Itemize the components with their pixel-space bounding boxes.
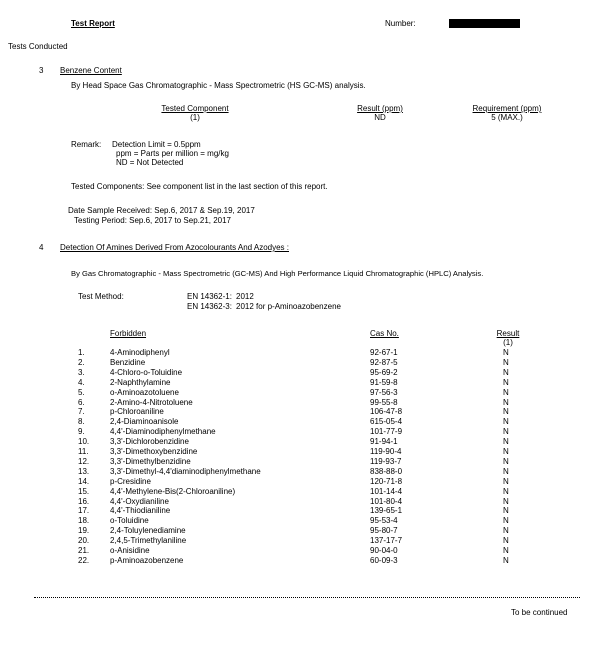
row-number: 5. — [78, 387, 85, 397]
result-value: N — [503, 348, 509, 357]
cas-number: 615-05-4 — [370, 417, 403, 427]
table-row — [0, 506, 600, 515]
row-number: 16. — [78, 496, 90, 506]
result-value: N — [503, 427, 509, 437]
table-row — [0, 477, 600, 486]
cas-number: 139-65-1 — [370, 506, 403, 516]
table-row — [0, 516, 600, 525]
section-4-number: 4 — [39, 243, 44, 252]
result-value: N — [503, 437, 509, 447]
row-number: 18. — [78, 516, 90, 526]
row-number: 8. — [78, 417, 85, 427]
cas-number: 119-90-4 — [370, 447, 402, 456]
result-value: N — [503, 447, 509, 456]
cas-header: Cas No. — [370, 329, 399, 338]
table-row — [0, 437, 600, 446]
tested-component-header: Tested Component — [161, 104, 229, 113]
tested-components-note: Tested Components: See component list in the last section of this report. — [71, 182, 328, 191]
table-row — [0, 536, 600, 545]
table-row — [0, 348, 600, 357]
result-value: N — [503, 367, 509, 377]
result-value: N — [503, 377, 509, 387]
tests-conducted-heading: Tests Conducted — [8, 42, 68, 51]
requirement-value: 5 (MAX.) — [491, 113, 523, 122]
table-row — [0, 447, 600, 456]
result-value: N — [503, 486, 509, 496]
row-number: 9. — [78, 427, 85, 437]
amine-name: 3,3'-Dimethyl-4,4'diaminodiphenylmethane — [110, 466, 261, 476]
cas-number: 101-80-4 — [370, 496, 403, 506]
amine-name: p-Cresidine — [110, 476, 151, 486]
result-value: N — [503, 407, 509, 417]
amine-name: o-Toluidine — [110, 516, 149, 526]
amine-name: o-Anisidine — [110, 546, 150, 555]
amine-name: 2,4-Toluylenediamine — [110, 526, 186, 536]
result-value: N — [503, 506, 509, 516]
cas-number: 97-56-3 — [370, 387, 398, 397]
amine-name: 2-Amino-4-Nitrotoluene — [110, 397, 193, 407]
result-value: N — [503, 397, 509, 407]
row-number: 17. — [78, 506, 90, 516]
test-method-1-text: 2012 — [236, 292, 254, 301]
amine-name: 2-Naphthylamine — [110, 377, 171, 387]
table-row — [0, 427, 600, 436]
section-4-method: By Gas Chromatographic - Mass Spectrometric (GC-MS) And High Performance Liquid Chromatographic (HPLC) Analysis. — [71, 269, 484, 278]
amine-name: 4,4'-Diaminodiphenylmethane — [110, 427, 216, 437]
table-row — [0, 497, 600, 506]
test-method-label: Test Method: — [78, 292, 124, 301]
result-value: N — [503, 496, 509, 506]
row-number: 1. — [78, 348, 85, 357]
section-3-number: 3 — [39, 66, 44, 75]
row-number: 15. — [78, 486, 90, 496]
requirement-header: Requirement (ppm) — [472, 104, 542, 113]
table-row — [0, 358, 600, 367]
cas-number: 99-55-8 — [370, 397, 398, 407]
row-number: 11. — [78, 447, 89, 456]
test-method-2-text: 2012 for p-Aminoazobenzene — [236, 302, 341, 311]
cas-number: 119-93-7 — [370, 456, 402, 466]
table-row — [0, 417, 600, 426]
table-row — [0, 398, 600, 407]
section-4-title: Detection Of Amines Derived From Azocolourants And Azodyes : — [60, 243, 289, 252]
section-3-method: By Head Space Gas Chromatographic - Mass Spectrometric (HS GC-MS) analysis. — [71, 81, 366, 90]
row-number: 20. — [78, 536, 90, 546]
cas-number: 91-94-1 — [370, 437, 398, 447]
result-value: N — [503, 516, 509, 526]
row-number: 14. — [78, 476, 90, 486]
result-value: N — [503, 476, 509, 486]
amine-name: 4-Chloro-o-Toluidine — [110, 367, 183, 377]
table-row — [0, 546, 600, 555]
table-row — [0, 487, 600, 496]
result-value: N — [503, 387, 509, 397]
amine-name: Benzidine — [110, 357, 146, 367]
cas-number: 137-17-7 — [370, 536, 403, 546]
cas-number: 60-09-3 — [370, 555, 398, 565]
row-number: 3. — [78, 367, 85, 377]
result-header: Result — [496, 329, 520, 338]
table-row — [0, 378, 600, 387]
remark-label: Remark: — [71, 140, 102, 149]
tested-component-sub: (1) — [190, 113, 200, 122]
amine-name: 2,4,5-Trimethylaniline — [110, 536, 187, 546]
cas-number: 95-80-7 — [370, 526, 398, 536]
cas-number: 90-04-0 — [370, 546, 398, 555]
amine-name: p-Aminoazobenzene — [110, 555, 184, 565]
amine-name: 4,4'-Methylene-Bis(2-Chloroaniline) — [110, 486, 236, 496]
amine-name: p-Chloroaniline — [110, 407, 164, 417]
remark-line-1: Detection Limit = 0.5ppm — [112, 140, 201, 149]
result-value: N — [503, 456, 509, 466]
result-value: N — [503, 526, 509, 536]
amine-name: 3,3'-Dichlorobenzidine — [110, 437, 189, 447]
row-number: 10. — [78, 437, 90, 447]
cas-number: 95-69-2 — [370, 367, 398, 377]
test-method-2-code: EN 14362-3: — [187, 302, 232, 311]
row-number: 21. — [78, 546, 90, 555]
cas-number: 95-53-4 — [370, 516, 398, 526]
cas-number: 120-71-8 — [370, 476, 403, 486]
cas-number: 101-14-4 — [370, 486, 403, 496]
testing-period: Testing Period: Sep.6, 2017 to Sep.21, 2017 — [74, 216, 232, 225]
amine-name: 3,3'-Dimethoxybenzidine — [110, 447, 198, 456]
table-row — [0, 388, 600, 397]
cas-number: 91-59-8 — [370, 377, 398, 387]
report-title: Test Report — [71, 19, 115, 28]
table-row — [0, 467, 600, 476]
row-number: 19. — [78, 526, 90, 536]
row-number: 22. — [78, 555, 90, 565]
result-header-sub: (1) — [503, 338, 513, 347]
forbidden-header: Forbidden — [110, 329, 147, 338]
amine-name: 4,4'-Thiodianiline — [110, 506, 171, 516]
table-row — [0, 526, 600, 535]
row-number: 7. — [78, 407, 85, 417]
result-value: N — [503, 466, 509, 476]
test-method-1-code: EN 14362-1: — [187, 292, 232, 301]
report-number-label: Number: — [385, 19, 416, 28]
amine-name: 3,3'-Dimethylbenzidine — [110, 456, 191, 466]
date-sample-received: Date Sample Received: Sep.6, 2017 & Sep.19, 2017 — [68, 206, 255, 215]
cas-number: 106-47-8 — [370, 407, 403, 417]
amine-name: 4-Aminodiphenyl — [110, 348, 170, 357]
table-row — [0, 556, 600, 565]
result-value: N — [503, 536, 509, 546]
redacted-number — [449, 19, 520, 28]
result-value: N — [503, 417, 509, 427]
row-number: 6. — [78, 397, 85, 407]
cas-number: 92-87-5 — [370, 357, 398, 367]
table-row — [0, 407, 600, 416]
amine-name: o-Aminoazotoluene — [110, 387, 179, 397]
table-row — [0, 368, 600, 377]
to-be-continued: To be continued — [511, 608, 568, 617]
remark-line-2: ppm = Parts per million = mg/kg — [116, 149, 229, 158]
result-value: N — [503, 357, 509, 367]
result-ppm-value: ND — [374, 113, 386, 122]
cas-number: 838-88-0 — [370, 466, 403, 476]
table-row — [0, 457, 600, 466]
result-value: N — [503, 555, 509, 565]
result-ppm-header: Result (ppm) — [357, 104, 403, 113]
amine-name: 4,4'-Oxydianiline — [110, 496, 169, 506]
cas-number: 92-67-1 — [370, 348, 398, 357]
amine-name: 2,4-Diaminoanisole — [110, 417, 179, 427]
cas-number: 101-77-9 — [370, 427, 403, 437]
section-3-title: Benzene Content — [60, 66, 122, 75]
row-number: 4. — [78, 377, 85, 387]
result-value: N — [503, 546, 509, 555]
dotted-divider — [34, 597, 580, 598]
row-number: 12. — [78, 456, 90, 466]
row-number: 13. — [78, 466, 90, 476]
remark-line-3: ND = Not Detected — [116, 158, 184, 167]
row-number: 2. — [78, 357, 85, 367]
